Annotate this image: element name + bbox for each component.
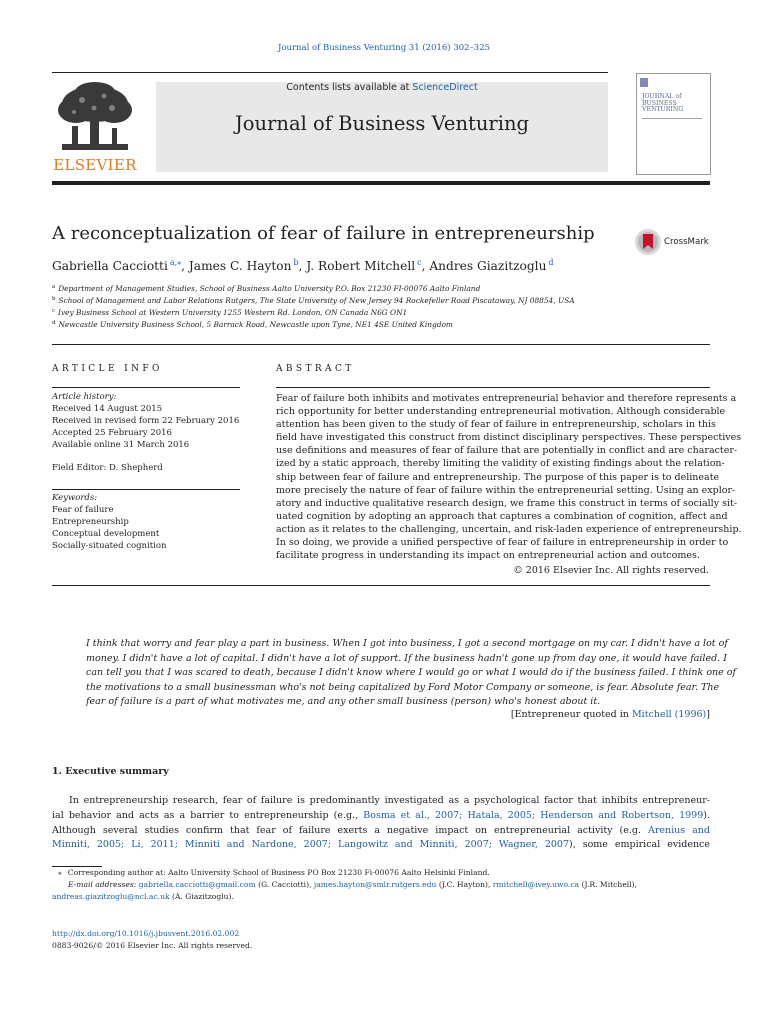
affiliation-mark: d [52,320,56,326]
email-label: E-mail addresses: [68,880,139,889]
article-info-rule [52,387,240,388]
quote-line: can tell you that I was scared to death, because I didn't know where I would go or what I would do if the business failed. I think one of [86,667,737,678]
abstract-line: Fear of failure both inhibits and motivates entrepreneurial behavior and therefore represents a [276,393,737,404]
abstract-line: In so doing, we provide a unified perspective of fear of failure in entrepreneurship in order to [276,537,729,549]
body-line-2 [52,809,710,824]
journal-name: Journal of Business Venturing [234,112,530,135]
author-separator: , [181,259,189,273]
email-owner: (J.R. Mitchell), [579,880,638,889]
affiliation-b [52,296,575,305]
affiliation-text: Newcastle University Business School, 5 Barrack Road, Newcastle upon Tyne, NE1 4SE United Kingdom [58,320,453,329]
citation-arenius-minniti-b[interactable]: Minniti, 2005; Li, 2011; Minniti and Nardone, 2007; Langowitz and Minniti, 2007; Wagner, 2007 [52,839,569,851]
affiliation-text: School of Management and Labor Relations Rutgers, The State University of New Jersey 94 Rockefeller Road Piscataway, NJ 08854, USA [58,296,575,305]
abstract-line: uated cognition by adopting an approach that captures a combination of cognition, affect and [276,510,728,522]
issn-copyright: 0883-9026/© 2016 Elsevier Inc. All rights reserved. [52,941,253,950]
cover-title-text: JOURNAL of BUSINESS VENTURING [642,93,684,114]
body-line-3 [52,824,710,839]
abstract-line: atory and inductive qualitative research design, we frame this construct in terms of socially sit- [276,497,738,509]
cover-divider [642,118,702,119]
cover-emblem-icon [640,78,648,87]
email-addresses [52,879,710,891]
author-affiliation-mark[interactable]: d [548,258,554,267]
body-text-segment: In entrepreneurship research, fear of failure is predominantly investigated as a psychological factor that inhibits entrepreneur- [69,795,710,806]
sciencedirect-link[interactable]: ScienceDirect [412,82,478,93]
email-owner: (G. Cacciotti), [255,880,314,889]
body-line-4 [52,838,710,853]
affiliation-text: Department of Management Studies, School of Business Aalto University P.O. Box 21230 FI-00076 Aalto Finland [58,284,481,293]
keywords-rule [52,489,240,490]
corresponding-text: Corresponding author at: Aalto University School of Business PO Box 21230 Fi-00076 Aalto Helsinki Finland. [67,868,490,877]
quote-line: I think that worry and fear play a part in business. When I got into business, I got a second mortgage on my car. I didn't have a lot of [86,638,728,649]
abstract-line: rich opportunity for better understanding entrepreneurial motivation. Although considerable [276,406,726,418]
abstract-line: facilitate progress in understanding its impact on entrepreneurial action and outcomes. [276,550,700,562]
email-link[interactable]: gabriella.cacciotti@gmail.com [138,880,256,889]
body-line-1 [52,794,710,809]
source-suffix: ] [706,709,710,720]
abstract-line: attention has been given to the study of fear of failure in entrepreneurship, scholars in this [276,419,716,431]
affiliation-c [52,308,407,317]
header-top-rule [52,72,608,73]
keyword-item: Conceptual development [52,528,160,539]
author-name: Andres Giazitzoglu [429,259,547,273]
abstract-line: action as it relates to the challenging, uncertain, and risk-laden experience of entrepreneurship. [276,523,742,535]
title-block-rule [52,344,710,345]
author-affiliation-mark[interactable]: c [417,258,422,267]
body-text-segment: ), some empirical evidence [569,839,710,851]
crossmark-icon [634,228,664,256]
mitchell-1996-citation[interactable]: Mitchell (1996) [631,709,707,720]
author-name: Gabriella Cacciotti [52,259,168,273]
body-text-segment: Although several studies confirm that fear of failure exerts a negative impact on entrepreneurial activity (e.g. [52,824,648,836]
abstract-rule [276,387,710,388]
affiliation-mark: b [52,296,56,302]
abstract-line: field have investigated this construct from distinct disciplinary perspectives. These perspectives [276,432,742,444]
keyword-list [52,505,166,553]
affiliation-d [52,320,453,329]
abstract-body [276,392,742,562]
author-name: J. Robert Mitchell [306,259,416,273]
contents-availability [156,82,608,93]
elsevier-wordmark: ELSEVIER [53,156,137,174]
corresponding-author-note [52,867,710,879]
quote-line: money. I didn't have a lot of capital. I didn't have a lot of support. If the business hadn't gone up from day one, it would have failed. I [86,652,727,664]
email-line-2 [52,891,710,903]
citation-bosma-hatala-henderson[interactable]: Bosma et al., 2007; Hatala, 2005; Henderson and Robertson, 1999 [363,809,704,821]
quote-line: the motivations to a small businessman who's not being capitalized by Ford Motor Company or someone, is fear. Absolute fear. The [86,681,720,693]
email-link[interactable]: rmitchell@ivey.uwo.ca [492,880,580,889]
email-owner: (J.C. Hayton), [436,880,493,889]
history-label: Article history: [52,392,117,402]
header-bottom-rule [52,181,710,185]
epigraph-source [86,709,710,720]
crossmark-label: CrossMark [664,237,709,247]
epigraph-quote [86,637,737,710]
affiliation-a [52,284,480,293]
abstract-line: use definitions and measures of fear of failure that are potentially in conflict and are character- [276,445,738,457]
author-separator: , [421,259,430,273]
author-affiliation-mark[interactable]: a,⁎ [169,258,182,267]
doi-link[interactable]: http://dx.doi.org/10.1016/j.jbusvent.2016.02.002 [52,929,240,938]
author-affiliation-mark[interactable]: b [293,258,299,267]
keyword-item: Fear of failure [52,505,114,515]
history-entry: Received in revised form 22 February 2016 [52,415,240,426]
body-text-segment: ). [703,809,710,821]
body-text-segment: ial behavior and acts as a barrier to entrepreneurship (e.g., [52,809,364,821]
abstract-line: more precisely the nature of fear of failure within the entrepreneurial setting. Using an explor- [276,484,736,496]
history-entry: Accepted 25 February 2016 [52,427,172,438]
email-link[interactable]: james.hayton@smlr.rutgers.edu [313,880,437,889]
abstract-bottom-rule [52,585,710,586]
author-list [52,258,554,273]
abstract-heading: ABSTRACT [276,364,355,374]
history-entry: Received 14 August 2015 [52,404,163,414]
abstract-copyright: © 2016 Elsevier Inc. All rights reserved. [513,565,709,576]
email-owner: (A. Giazitzoglu). [169,892,234,901]
author-name: James C. Hayton [188,259,292,273]
journal-cover-thumbnail[interactable] [636,73,711,175]
section-heading-executive-summary: 1. Executive summary [52,766,169,777]
email-link-giazitzoglu[interactable]: andreas.giazitzoglu@ncl.ac.uk [52,892,170,901]
abstract-line: ized by a static approach, thereby limiting the validity of existing findings about the relation- [276,458,725,470]
executive-summary-paragraph [52,794,710,853]
article-title: A reconceptualization of fear of failure in entrepreneurship [52,223,595,244]
quote-line: fear of failure is a part of what motivates me, and any other small business (person) who's honest about it. [86,696,601,707]
journal-reference-link[interactable]: Journal of Business Venturing 31 (2016) 302–325 [277,43,491,53]
author-separator: , [298,259,307,273]
corresponding-mark: ⁎ [58,868,62,877]
affiliation-mark: a [52,284,56,290]
citation-arenius-minniti-a[interactable]: Arenius and [647,824,710,836]
keyword-item: Socially-situated cognition [52,540,167,551]
article-info-heading: ARTICLE INFO [52,364,163,374]
keyword-item: Entrepreneurship [52,516,129,527]
history-entry: Available online 31 March 2016 [52,439,190,450]
contents-prefix: Contents lists available at [286,82,413,93]
source-prefix: [Entrepreneur quoted in [510,709,632,720]
keywords-label: Keywords: [52,493,98,503]
affiliation-text: Ivey Business School at Western University 1255 Western Rd. London, ON Canada N6G ON1 [58,308,408,317]
affiliation-mark: c [52,308,56,314]
history-list [52,404,239,452]
abstract-line: ship between fear of failure and entrepreneurship. The purpose of this paper is to delineate [276,471,720,483]
field-editor: Field Editor: D. Shepherd [52,463,163,473]
